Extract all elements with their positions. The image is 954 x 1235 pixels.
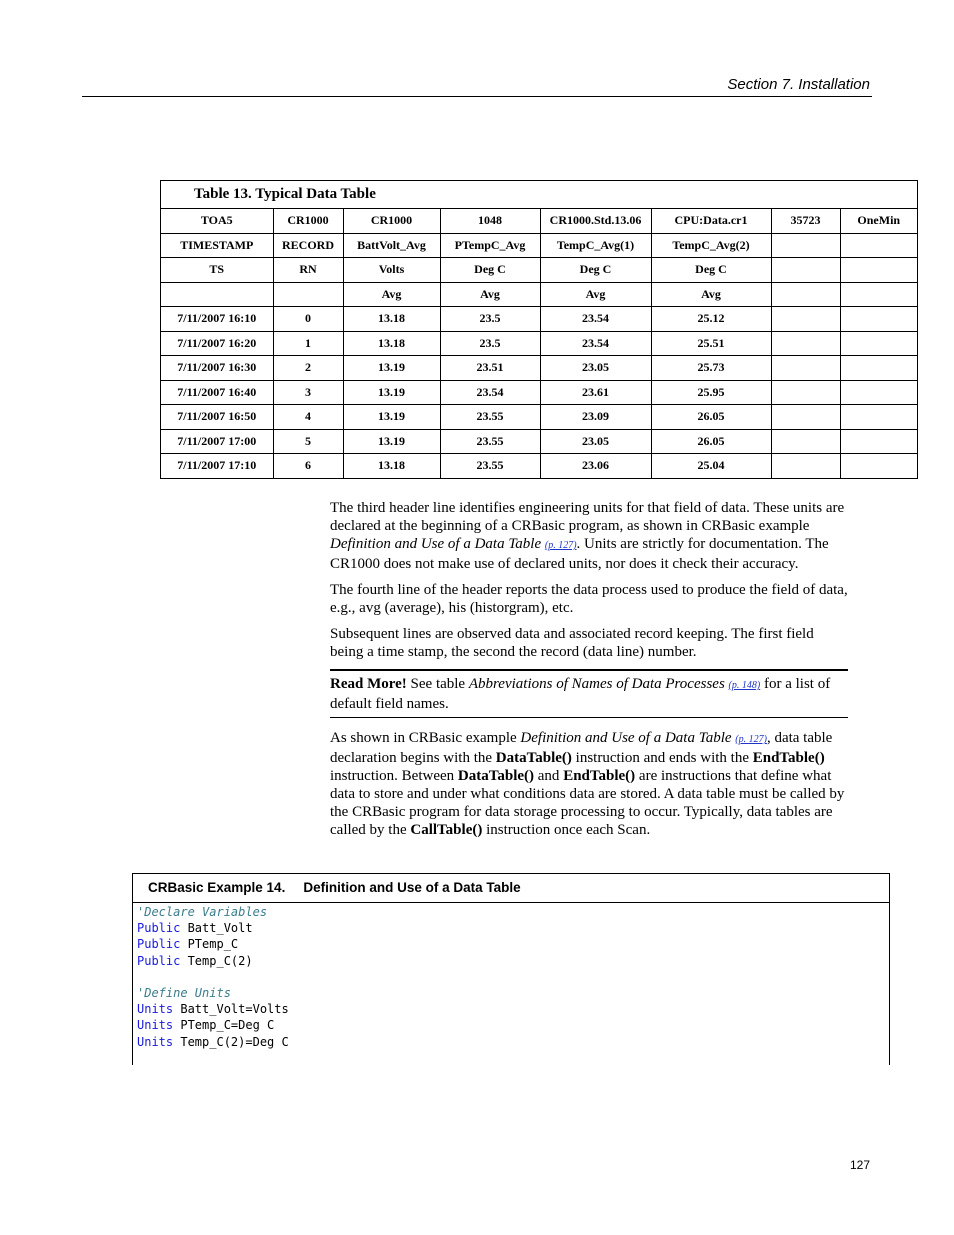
table-cell: 23.61 <box>540 380 651 405</box>
table-cell <box>840 331 917 356</box>
code-comment: 'Declare Variables <box>137 905 268 919</box>
text-span: , data table declaration begins with the <box>330 730 833 766</box>
code-text: PTemp_C <box>180 937 239 952</box>
table-cell <box>840 282 917 307</box>
table-cell: Volts <box>343 258 440 283</box>
table-cell: Avg <box>343 282 440 307</box>
crossref-link[interactable]: Definition and Use of a Data Table <box>520 730 732 746</box>
table-cell: 7/11/2007 17:10 <box>161 454 273 478</box>
text-span: for a list of default field names. <box>330 676 831 712</box>
table-cell: Avg <box>540 282 651 307</box>
table-cell <box>840 405 917 430</box>
instruction-name: DataTable() <box>495 750 572 766</box>
table-cell: TempC_Avg(2) <box>651 233 771 258</box>
table-cell: OneMin <box>840 209 917 233</box>
table-cell <box>771 356 840 381</box>
table-cell: 7/11/2007 17:00 <box>161 429 273 454</box>
table-cell <box>771 405 840 430</box>
table-cell: Avg <box>651 282 771 307</box>
table-cell: 25.04 <box>651 454 771 478</box>
table-cell: 23.05 <box>540 356 651 381</box>
code-text: Temp_C(2) <box>180 953 253 968</box>
table-cell: 7/11/2007 16:40 <box>161 380 273 405</box>
table-cell: 7/11/2007 16:30 <box>161 356 273 381</box>
table-cell: 7/11/2007 16:50 <box>161 405 273 430</box>
table-cell: 35723 <box>771 209 840 233</box>
table-cell: CR1000 <box>273 209 343 233</box>
table-cell <box>840 356 917 381</box>
table-cell <box>771 233 840 258</box>
table-row <box>161 258 917 283</box>
text-span: instruction. Between <box>330 768 458 784</box>
table-cell: CR1000.Std.13.06 <box>540 209 651 233</box>
code-keyword: Units <box>137 1018 174 1033</box>
text-span: The third header line identifies engineering units for that field of data. These units are declared at the beginning of a CRBasic program, as shown in CRBasic example <box>330 500 845 534</box>
example-label: CRBasic Example 14. <box>148 880 286 895</box>
table-cell: 25.12 <box>651 307 771 332</box>
data-table-body <box>161 209 917 478</box>
instruction-name: CallTable() <box>410 822 483 838</box>
table-row <box>161 233 917 258</box>
table-cell <box>840 454 917 478</box>
code-line <box>137 985 889 1001</box>
code-text: Temp_C(2)=Deg C <box>173 1034 289 1049</box>
page-ref-link[interactable]: (p. 127) <box>735 734 767 745</box>
table-row <box>161 429 917 454</box>
table-cell: 25.73 <box>651 356 771 381</box>
table-cell: 13.19 <box>343 380 440 405</box>
table-cell: TOA5 <box>161 209 273 233</box>
table-cell <box>771 429 840 454</box>
header-rule <box>82 96 872 97</box>
table-row <box>161 282 917 307</box>
page-ref-link[interactable]: (p. 148) <box>728 680 761 691</box>
table-cell: 2 <box>273 356 343 381</box>
table-cell: 13.18 <box>343 331 440 356</box>
paragraph-process: The fourth line of the header reports the data process used to produce the field of data, e.g., avg (average), his (historgram), etc. <box>330 582 848 616</box>
text-span: and <box>534 768 564 784</box>
code-line <box>137 1017 889 1033</box>
table-row <box>161 209 917 233</box>
table-row <box>161 356 917 381</box>
paragraph-records: Subsequent lines are observed data and associated record keeping. The first field being a time stamp, the second the record (data line) number. <box>330 626 814 660</box>
code-line <box>137 969 889 985</box>
table-cell: 6 <box>273 454 343 478</box>
table-cell: 25.95 <box>651 380 771 405</box>
table-cell: 1048 <box>440 209 540 233</box>
table-cell: 23.06 <box>540 454 651 478</box>
table-cell <box>840 258 917 283</box>
table-cell: Deg C <box>440 258 540 283</box>
table-cell: CPU:Data.cr1 <box>651 209 771 233</box>
read-more-label: Read More! <box>330 676 407 692</box>
table-cell: 7/11/2007 16:10 <box>161 307 273 332</box>
code-comment: 'Define Units <box>137 985 231 1000</box>
table-cell: 0 <box>273 307 343 332</box>
code-text: Batt_Volt=Volts <box>173 1002 289 1017</box>
table-cell: 23.51 <box>440 356 540 381</box>
table-cell <box>771 380 840 405</box>
code-caption <box>133 874 889 903</box>
table-cell: 23.5 <box>440 331 540 356</box>
table-cell <box>771 258 840 283</box>
text-span: See table <box>406 676 469 692</box>
code-line <box>137 953 889 969</box>
table-cell <box>161 282 273 307</box>
crossref-link[interactable]: Definition and Use of a Data Table <box>330 536 542 552</box>
table-cell: RN <box>273 258 343 283</box>
instruction-name: DataTable() <box>457 768 535 784</box>
table-cell: 26.05 <box>651 405 771 430</box>
table-cell: TempC_Avg(1) <box>540 233 651 258</box>
page-number: 127 <box>849 1158 870 1172</box>
code-keyword: Units <box>137 1002 174 1017</box>
table-cell: Deg C <box>651 258 771 283</box>
table-cell: 1 <box>273 331 343 356</box>
code-line <box>137 936 889 952</box>
text-span: are instructions that define what data to store and under what conditions data are stored. A data table must be called by the CRBasic program for data storage processing to occur. Typically, data tables are called by the <box>330 768 845 838</box>
table-cell: 23.55 <box>440 429 540 454</box>
code-line <box>137 1034 889 1050</box>
table-cell: 3 <box>273 380 343 405</box>
table-cell: BattVolt_Avg <box>343 233 440 258</box>
code-keyword: Public <box>137 937 181 952</box>
table-cell <box>840 429 917 454</box>
table-row <box>161 307 917 332</box>
paragraph-datatable <box>330 729 850 839</box>
table-cell <box>840 380 917 405</box>
table-cell <box>771 454 840 478</box>
table-cell: 13.18 <box>343 454 440 478</box>
running-header-section: Section 7. Installation <box>727 76 870 93</box>
table-cell <box>840 233 917 258</box>
code-listing <box>133 903 889 1050</box>
page-ref-link[interactable]: (p. 127) <box>544 540 577 551</box>
table-cell: RECORD <box>273 233 343 258</box>
table-cell: 23.54 <box>540 307 651 332</box>
code-text: PTemp_C=Deg C <box>173 1018 275 1033</box>
code-line <box>137 1001 889 1017</box>
crossref-link[interactable]: Abbreviations of Names of Data Processes <box>468 676 725 692</box>
table-cell: 23.54 <box>540 331 651 356</box>
table-cell: 23.09 <box>540 405 651 430</box>
read-more-note <box>330 669 848 718</box>
table-row <box>161 380 917 405</box>
typical-data-table <box>160 180 918 479</box>
text-span: As shown in CRBasic example <box>330 730 521 746</box>
table-cell: 23.55 <box>440 405 540 430</box>
table-cell: 23.55 <box>440 454 540 478</box>
table-cell: 13.19 <box>343 429 440 454</box>
text-span: instruction and ends with the <box>571 750 753 766</box>
table-cell: 13.18 <box>343 307 440 332</box>
table-cell: 23.05 <box>540 429 651 454</box>
code-keyword: Public <box>137 953 181 968</box>
instruction-name: EndTable() <box>752 750 825 766</box>
table-cell: TS <box>161 258 273 283</box>
table-row <box>161 331 917 356</box>
table-cell: TIMESTAMP <box>161 233 273 258</box>
text-span: instruction once each Scan. <box>482 822 651 838</box>
table-row <box>161 454 917 478</box>
table-cell: Avg <box>440 282 540 307</box>
table-cell: 26.05 <box>651 429 771 454</box>
code-line <box>137 920 889 936</box>
table-cell: 23.5 <box>440 307 540 332</box>
code-keyword: Units <box>137 1034 174 1049</box>
table-cell: 13.19 <box>343 356 440 381</box>
body-text <box>330 499 850 847</box>
table-cell: CR1000 <box>343 209 440 233</box>
code-text: Batt_Volt <box>180 921 253 936</box>
crbasic-example-box <box>132 873 890 1065</box>
data-table-grid <box>161 209 917 478</box>
table-cell: Deg C <box>540 258 651 283</box>
table-caption: Table 13. Typical Data Table <box>161 181 917 209</box>
instruction-name: EndTable() <box>563 768 636 784</box>
table-cell <box>771 331 840 356</box>
code-keyword: Public <box>137 921 181 936</box>
table-cell: PTempC_Avg <box>440 233 540 258</box>
table-cell <box>840 307 917 332</box>
text-span: . Units are strictly for documentation. The CR1000 does not make use of declared units, nor does it check their accuracy. <box>330 536 829 572</box>
paragraph-units <box>330 499 850 573</box>
table-cell <box>771 307 840 332</box>
table-row <box>161 405 917 430</box>
table-cell: 25.51 <box>651 331 771 356</box>
table-cell <box>771 282 840 307</box>
table-cell: 23.54 <box>440 380 540 405</box>
table-cell <box>273 282 343 307</box>
example-title: Definition and Use of a Data Table <box>303 880 521 895</box>
table-cell: 4 <box>273 405 343 430</box>
table-cell: 7/11/2007 16:20 <box>161 331 273 356</box>
table-cell: 5 <box>273 429 343 454</box>
table-cell: 13.19 <box>343 405 440 430</box>
code-line <box>137 904 889 920</box>
